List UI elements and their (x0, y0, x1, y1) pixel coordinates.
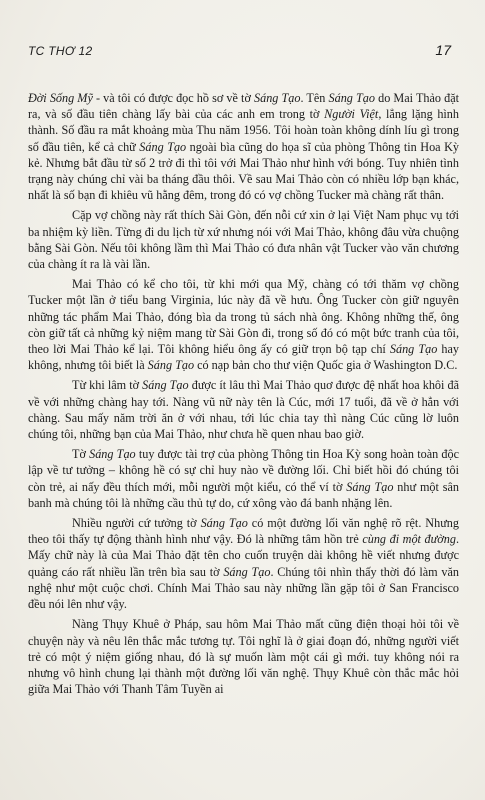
italic-text-run: Sáng Tạo (200, 516, 248, 531)
page-number: 17 (435, 42, 451, 58)
text-run: . Chúng tôi nhìn thấy thời đó làm văn nghệ như một cuộc chơi. Chính Mai Thảo sau này những lần gặp tôi ở San Francisco đều nói lên như vậy. (28, 564, 459, 612)
paragraph (28, 446, 459, 511)
italic-text-run: Sáng Tạo (89, 447, 136, 462)
body-text (28, 90, 459, 701)
italic-text-run: Sáng Tạo (223, 564, 271, 579)
text-run: Mai Thảo có kể cho tôi, từ khi mới qua Mỹ, chàng có tới thăm vợ chồng Tucker một lần ở tiểu bang Virginia, lúc này đã về hưu. Ông Tucker còn giữ nguyên những tác phẩm Mai Thảo, đóng bìa da trong tủ sách nhà ông. Không những thế, ông còn giữ tất cả những kỷ niệm mang từ Sài Gòn đi, trong số đó có một bức tranh của tôi, theo lời Mai Thảo kể lại. Tôi không hiểu ông ấy có giữ trọn bộ tạp chí (28, 277, 459, 357)
paragraph (28, 207, 459, 272)
text-run: Nàng Thụy Khuê ở Pháp, sau hôm Mai Thảo mất cũng điện thoại hỏi tôi về chuyện này và nêu lên thắc mắc tương tự. Tôi nghĩ là ở giai đoạn đó, những người viết trẻ có một ý niệm giống nhau, đó là sự muốn làm một cái gì mới. tuy không nói ra nhưng vô hình chung lại thành một đường lối văn nghệ. Thụy Khuê còn thắc mắc hỏi giữa Mai Thảo với Thanh Tâm Tuyền ai (28, 617, 459, 697)
italic-text-run: Đời Sống Mỹ (28, 91, 93, 105)
italic-text-run: Sáng Tạo (254, 91, 301, 105)
text-run: có nạp bản cho thư viện Quốc gia ở Washington D.C. (194, 358, 458, 373)
italic-text-run: Sáng Tạo (142, 378, 189, 393)
text-run: ngoài bìa cũng do họa sĩ của phòng Thông tin Hoa Kỳ kẻ. Nhưng bắt đầu từ số 2 trở đi thì tôi với Mai Thảo như hình với bóng. Tuy nhiên tình trạng này chúng chỉ vài ba tháng đầu thôi. Về sau Mai Thảo còn có nhiều lớp bạn khác, nhất là số bạn đi khiêu vũ hằng đêm, trong đó có vợ chồng Tucker mà chàng rất thân. (28, 139, 459, 203)
italic-text-run: cùng đi một đường (362, 532, 456, 547)
italic-text-run: Sáng Tạo (346, 479, 394, 494)
text-run: hay không, nhưng tôi biết là (28, 342, 459, 373)
running-title: TC THƠ 12 (28, 44, 93, 58)
paragraph (28, 276, 459, 373)
text-run: Nhiều người cứ tưởng tờ (72, 516, 201, 531)
paragraph (28, 616, 459, 697)
text-run: , lẳng lặng hình thành. Số đầu ra mắt khoảng mùa Thu năm 1956. Tôi hoàn toàn không dính líu gì trong số đầu tiên, kể cả chữ (28, 107, 459, 154)
italic-text-run: Sáng Tạo (389, 342, 438, 357)
text-run: có một đường lối văn nghệ rõ rệt. Nhưng theo tôi thấy tự động thành hình như vậy. Đó là những tâm hồn trẻ (28, 516, 459, 547)
paragraph (28, 515, 459, 612)
text-run: tuy được tài trợ của phòng Thông tin Hoa Kỳ song hoàn toàn độc lập về tư tưởng – không hề có sự chỉ huy nào về đường lối. Chỉ biết hồi đó chúng tôi còn trẻ, ai nấy đều thích mới, mỗi người một kiểu, có thể ví tờ (28, 447, 459, 494)
text-run: do Mai Thảo đặt ra, và số đầu tiên chàng lấy bài của các anh em trong tờ (28, 91, 460, 122)
text-run: được ít lâu thì Mai Thảo quơ được đệ nhất hoa khôi đã về với những chàng hay tới. Nàng vũ nữ này tên là Cúc, mới 17 tuổi, đã về ở hẳn với chàng. Sau mấy năm trời ăn ở với nhau, tới lúc chia tay thì nàng Cúc cũng lờ luôn chúng tôi, những bạn của Mai Thảo, như chưa hề quen nhau bao giờ. (28, 378, 459, 442)
text-run: như một sân banh mà chúng tôi là những cầu thủ tự do, cứ xông vào đá banh nhặng lên. (28, 479, 460, 510)
text-run: Từ khi lâm tờ (72, 378, 143, 393)
paragraph (28, 377, 459, 442)
paragraph (28, 90, 459, 203)
text-run: . Mấy chữ này là của Mai Thảo đặt tên cho cuốn truyện dài không hề viết nhưng được quảng cáo rất nhiều lần trên bìa sau tờ (28, 532, 459, 579)
italic-text-run: Sáng Tạo (328, 91, 375, 105)
italic-text-run: Sáng Tạo (139, 139, 187, 154)
text-run: . Tên (300, 91, 329, 105)
text-run: Cặp vợ chồng này rất thích Sài Gòn, đến nỗi cứ xin ở lại Việt Nam phục vụ tới ba nhiệm kỳ liền. Từng đi du lịch từ xứ nhưng nói với Mai Thảo, không đâu vừa chuộng bằng Sài Gòn. Nếu tôi không lầm thì Mai Thảo có đưa nhân vật Tucker vào văn chương của chàng ít ra là vài lần. (28, 208, 460, 272)
italic-text-run: Sáng Tạo (147, 358, 195, 373)
page-header (28, 44, 457, 62)
text-run: - và tôi có được đọc hồ sơ về tờ (92, 91, 255, 105)
italic-text-run: Người Việt (324, 107, 379, 122)
text-run: Tờ (72, 447, 90, 462)
